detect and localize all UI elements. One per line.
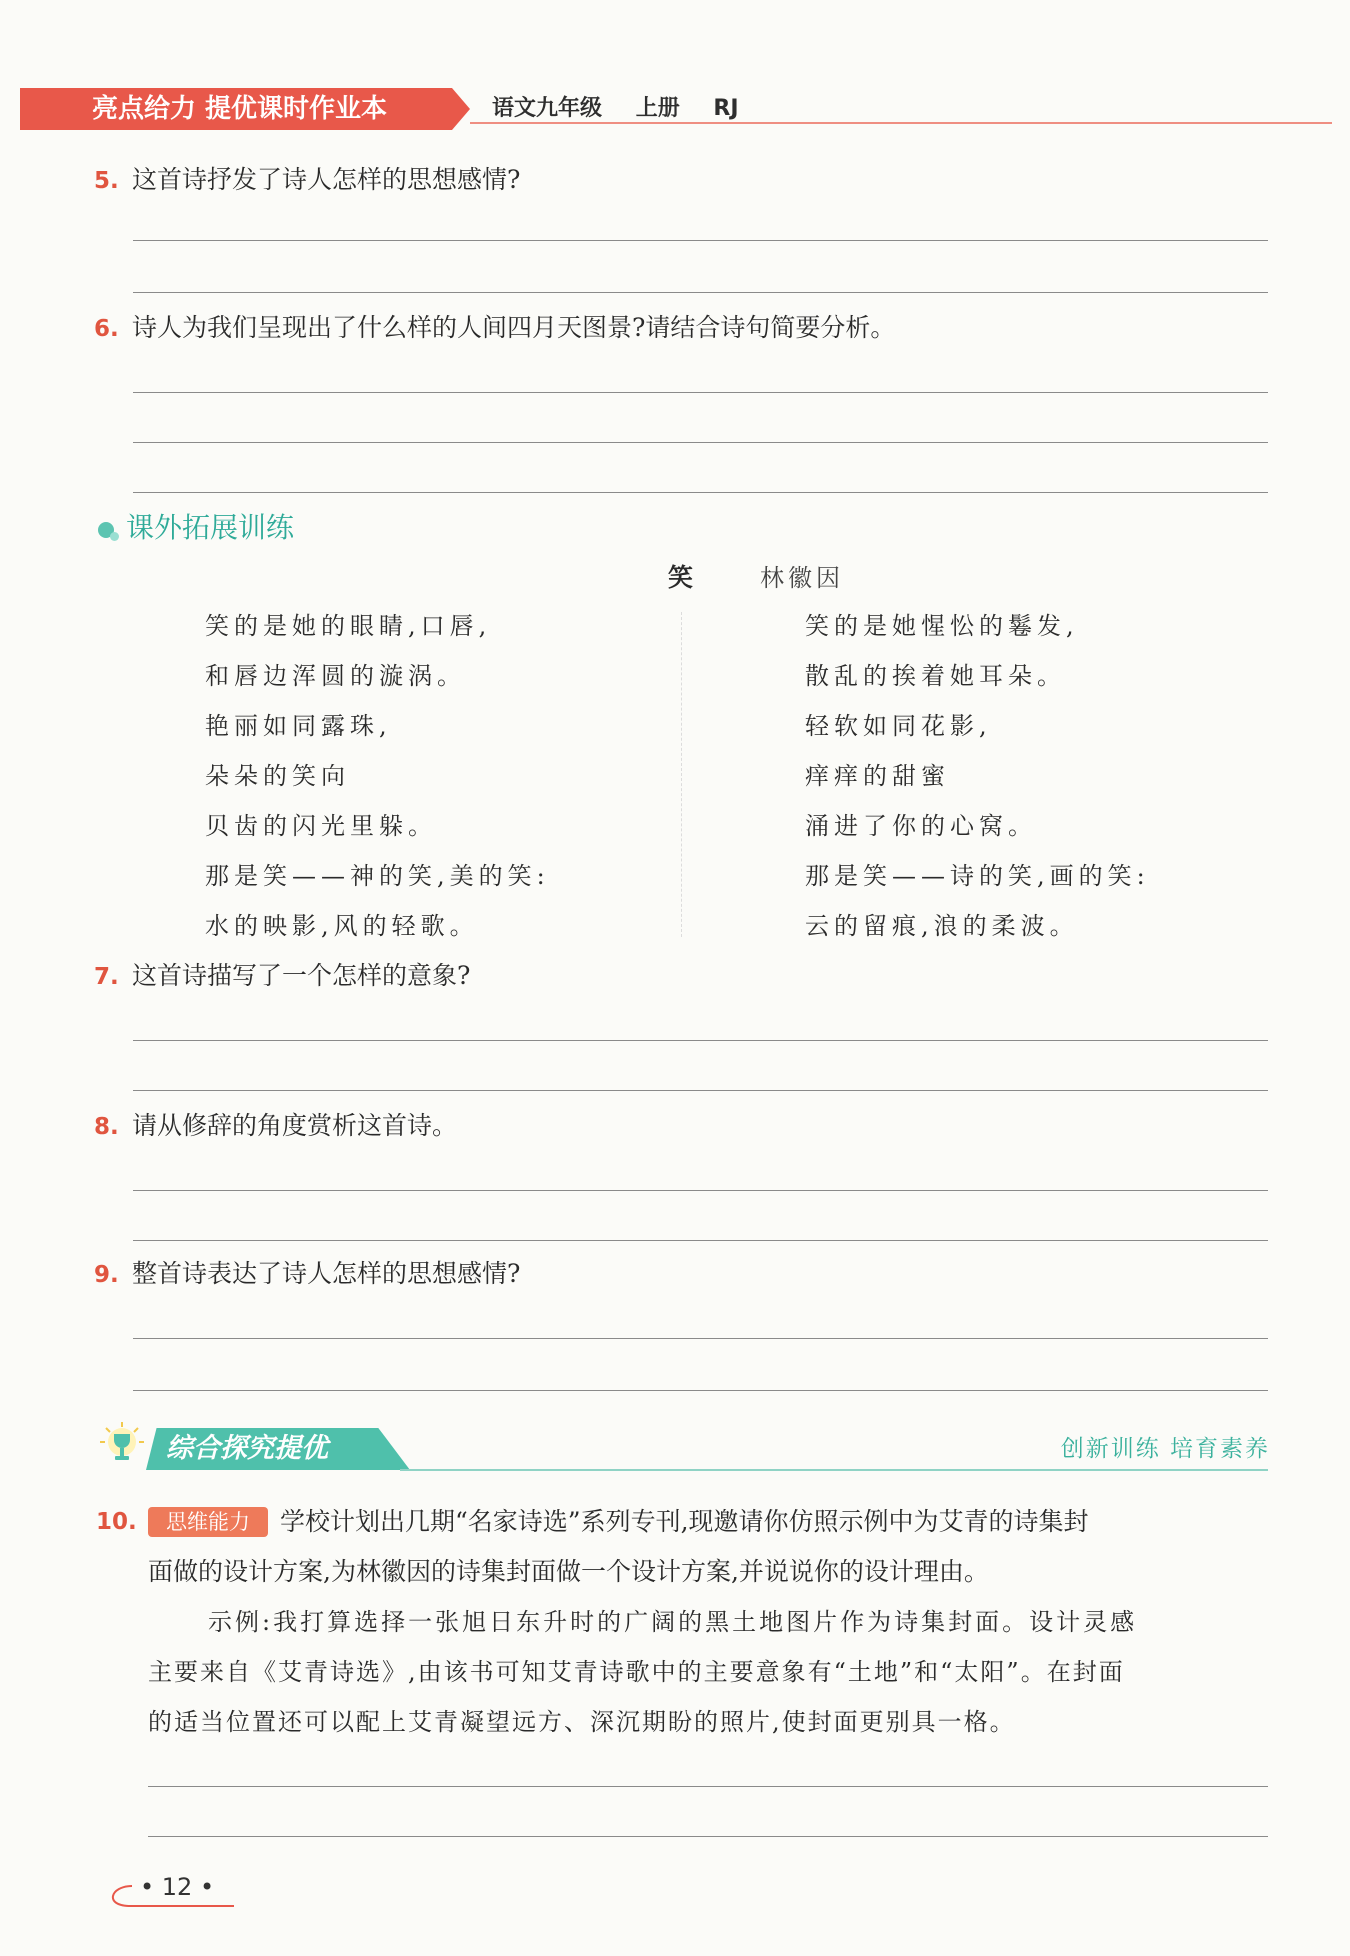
section-rule (400, 1469, 1268, 1471)
answer-line[interactable] (133, 1040, 1268, 1041)
question-9 (94, 1256, 1274, 1292)
poem-stanza-right (805, 608, 1225, 958)
question-text: 这首诗抒发了诗人怎样的思想感情? (132, 165, 521, 194)
edition-label: RJ (713, 96, 739, 121)
answer-line[interactable] (133, 1190, 1268, 1191)
poem-line: 艳丽如同露珠, (205, 712, 392, 740)
poem-author: 林徽因 (760, 564, 844, 592)
header-info (492, 92, 765, 126)
poem-line: 涌进了你的心窝。 (805, 812, 1037, 840)
volume-label: 上册 (635, 96, 680, 121)
book-title: 亮点给力 提优课时作业本 (92, 94, 388, 124)
poem-stanza-left (205, 608, 625, 958)
poem-line: 云的留痕,浪的柔波。 (805, 912, 1079, 940)
answer-line[interactable] (133, 240, 1268, 241)
poem-line: 散乱的挨着她耳朵。 (805, 662, 1066, 690)
question-number: 5. (94, 168, 119, 194)
example-line2: 主要来自《艾青诗选》,由该书可知艾青诗歌中的主要意象有“土地”和“太阳”。在封面 (148, 1658, 1125, 1686)
answer-line[interactable] (148, 1786, 1268, 1787)
question-7 (94, 958, 1274, 994)
answer-line[interactable] (148, 1836, 1268, 1837)
header-rule (470, 122, 1332, 124)
question-number: 8. (94, 1114, 119, 1140)
skill-tag: 思维能力 (148, 1507, 268, 1537)
answer-line[interactable] (133, 1338, 1268, 1339)
question-10-text-line2: 面做的设计方案,为林徽因的诗集封面做一个设计方案,并说说你的设计理由。 (148, 1557, 989, 1586)
example-line3: 的适当位置还可以配上艾青凝望远方、深沉期盼的照片,使封面更别具一格。 (148, 1708, 1016, 1736)
question-text: 请从修辞的角度赏析这首诗。 (132, 1111, 458, 1140)
poem-line: 笑的是她惺忪的鬈发, (805, 612, 1079, 640)
subject-grade: 语文九年级 (492, 96, 603, 121)
poem-line: 和唇边浑圆的漩涡。 (205, 662, 466, 690)
answer-line[interactable] (133, 442, 1268, 443)
poem-line: 水的映影,风的轻歌。 (205, 912, 479, 940)
question-5 (94, 162, 1274, 198)
question-8 (94, 1108, 1274, 1144)
section-title-comprehensive: 综合探究提优 (166, 1433, 328, 1464)
question-10-text-line1: 学校计划出几期“名家诗选”系列专刊,现邀请你仿照示例中为艾青的诗集封 (280, 1507, 1089, 1536)
question-text: 这首诗描写了一个怎样的意象? (132, 961, 471, 990)
answer-line[interactable] (133, 492, 1268, 493)
answer-line[interactable] (133, 1390, 1268, 1391)
page-number: • 12 • (140, 1873, 215, 1901)
answer-line[interactable] (133, 292, 1268, 293)
question-number: 10. (96, 1509, 137, 1535)
question-number: 7. (94, 964, 119, 990)
section-dot-icon (110, 532, 119, 541)
poem-line: 那是笑——诗的笑,画的笑: (805, 862, 1150, 890)
trophy-icon (100, 1422, 144, 1466)
poem-line: 贝齿的闪光里躲。 (205, 812, 437, 840)
poem-line: 笑的是她的眼睛,口唇, (205, 612, 492, 640)
poem-title: 笑 (668, 563, 694, 592)
section-subtitle: 创新训练 培育素养 (1060, 1436, 1270, 1462)
poem-line: 痒痒的甜蜜 (805, 762, 950, 790)
question-6 (94, 310, 1274, 346)
answer-line[interactable] (133, 392, 1268, 393)
answer-line[interactable] (133, 1090, 1268, 1091)
example-line1: 示例:我打算选择一张旭日东升时的广阔的黑土地图片作为诗集封面。设计灵感 (208, 1608, 1138, 1636)
question-text: 诗人为我们呈现出了什么样的人间四月天图景?请结合诗句简要分析。 (132, 313, 896, 342)
poem-line: 轻软如同花影, (805, 712, 992, 740)
poem-divider (681, 612, 682, 937)
poem-line: 朵朵的笑向 (205, 762, 350, 790)
answer-line[interactable] (133, 1240, 1268, 1241)
section-title-extension: 课外拓展训练 (126, 511, 295, 544)
question-number: 9. (94, 1262, 119, 1288)
question-text: 整首诗表达了诗人怎样的思想感情? (132, 1259, 521, 1288)
poem-line: 那是笑——神的笑,美的笑: (205, 862, 550, 890)
question-number: 6. (94, 316, 119, 342)
